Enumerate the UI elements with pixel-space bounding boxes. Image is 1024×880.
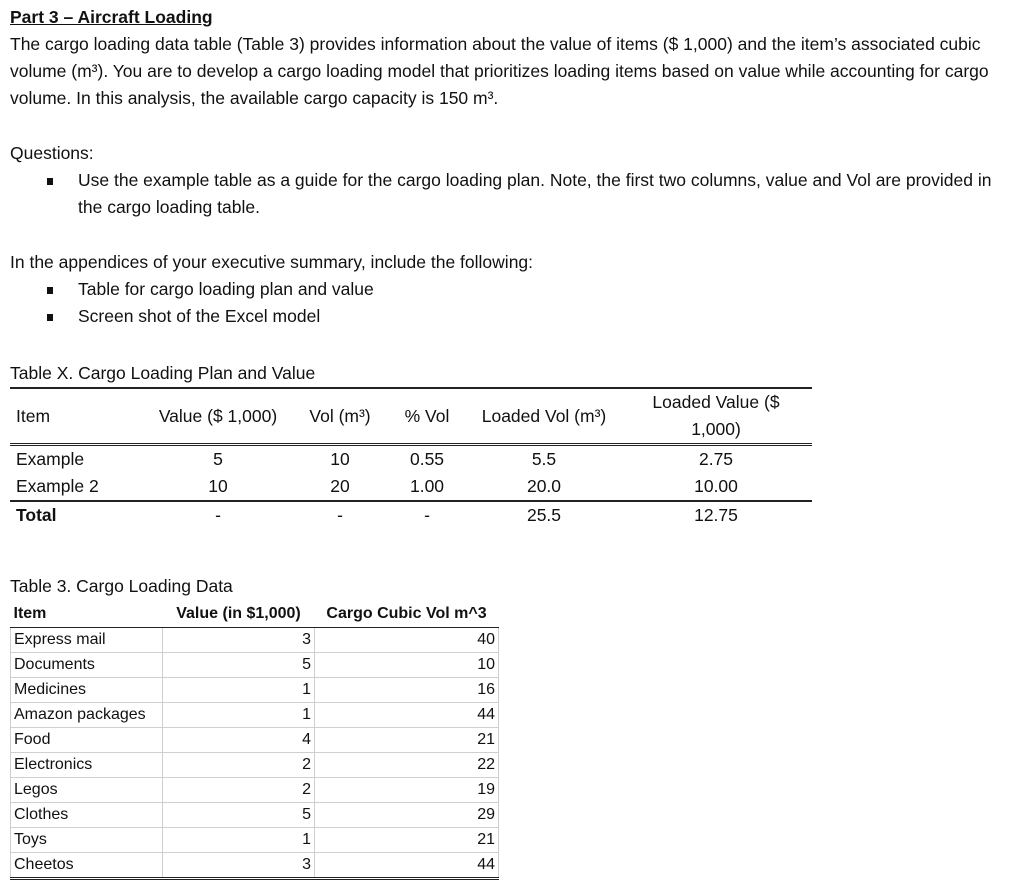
value-cell: 5 bbox=[163, 653, 315, 678]
cargo-loading-data-table bbox=[10, 600, 499, 880]
value-cell: 4 bbox=[163, 728, 315, 753]
volume-cell: 44 bbox=[315, 703, 499, 728]
table-row bbox=[11, 703, 499, 728]
total-label: Total bbox=[16, 505, 57, 525]
section-heading: Part 3 – Aircraft Loading bbox=[10, 7, 213, 27]
column-header: Value (in $1,000) bbox=[163, 600, 315, 628]
cell: Example bbox=[16, 449, 85, 469]
table-x-caption: Table X. Cargo Loading Plan and Value bbox=[10, 363, 316, 383]
table-row bbox=[11, 653, 499, 678]
volume-cell: 40 bbox=[315, 628, 499, 653]
cell: 5 bbox=[213, 449, 223, 469]
item-name-cell: Toys bbox=[11, 828, 163, 853]
table-row bbox=[11, 728, 499, 753]
column-header: Loaded Value ($ 1,000) bbox=[652, 392, 780, 439]
value-cell: 1 bbox=[163, 703, 315, 728]
table-3-caption: Table 3. Cargo Loading Data bbox=[10, 576, 233, 596]
table-row bbox=[11, 753, 499, 778]
cell: 12.75 bbox=[694, 505, 738, 525]
cell: 5.5 bbox=[531, 449, 557, 469]
volume-cell: 22 bbox=[315, 753, 499, 778]
column-header: Value ($ 1,000) bbox=[158, 405, 278, 426]
value-cell: 1 bbox=[163, 828, 315, 853]
intro-paragraph: The cargo loading data table (Table 3) provides information about the value of items ($ 1,000) and the item’s associated cubic volume (m³). You are to develop a cargo loading model that prioritizes loading items based on value while accounting for cargo volume. In this analysis, the available cargo capacity is 150 m³. bbox=[10, 34, 989, 108]
column-header: Item bbox=[16, 405, 51, 426]
table-header-row bbox=[10, 388, 812, 445]
column-header: Loaded Vol (m³) bbox=[481, 405, 607, 426]
value-cell: 1 bbox=[163, 678, 315, 703]
cell: 20.0 bbox=[526, 476, 562, 496]
table-row bbox=[11, 628, 499, 653]
value-cell: 2 bbox=[163, 753, 315, 778]
cargo-loading-plan-table bbox=[10, 387, 812, 529]
item-name-cell: Documents bbox=[11, 653, 163, 678]
questions-list bbox=[10, 167, 1014, 221]
item-name-cell: Electronics bbox=[11, 753, 163, 778]
appendix-list bbox=[10, 276, 1014, 330]
cell: 0.55 bbox=[409, 449, 445, 469]
table-row bbox=[11, 803, 499, 828]
table-row bbox=[11, 778, 499, 803]
item-name-cell: Medicines bbox=[11, 678, 163, 703]
table-row bbox=[11, 853, 499, 879]
item-name-cell: Cheetos bbox=[11, 853, 163, 879]
volume-cell: 21 bbox=[315, 728, 499, 753]
volume-cell: 19 bbox=[315, 778, 499, 803]
volume-cell: 44 bbox=[315, 853, 499, 879]
table-row bbox=[10, 445, 812, 474]
value-cell: 5 bbox=[163, 803, 315, 828]
item-name-cell: Legos bbox=[11, 778, 163, 803]
appendix-label: In the appendices of your executive summary, include the following: bbox=[10, 252, 534, 272]
cell: - bbox=[337, 505, 343, 525]
questions-label: Questions: bbox=[10, 143, 94, 163]
value-cell: 2 bbox=[163, 778, 315, 803]
table-row bbox=[11, 678, 499, 703]
column-header: % Vol bbox=[404, 405, 450, 426]
volume-cell: 21 bbox=[315, 828, 499, 853]
item-name-cell: Food bbox=[11, 728, 163, 753]
item-name-cell: Express mail bbox=[11, 628, 163, 653]
item-name-cell: Clothes bbox=[11, 803, 163, 828]
cell: - bbox=[424, 505, 430, 525]
table-total-row bbox=[10, 501, 812, 529]
column-header: Cargo Cubic Vol m^3 bbox=[315, 600, 499, 628]
cell: 1.00 bbox=[409, 476, 445, 496]
cell: 25.5 bbox=[526, 505, 562, 525]
appendix-item: Table for cargo loading plan and value bbox=[10, 276, 1014, 303]
cell: 10.00 bbox=[694, 476, 738, 496]
column-header: Vol (m³) bbox=[309, 405, 371, 426]
volume-cell: 16 bbox=[315, 678, 499, 703]
column-header: Item bbox=[11, 600, 163, 628]
item-name-cell: Amazon packages bbox=[11, 703, 163, 728]
question-item: Use the example table as a guide for the cargo loading plan. Note, the first two columns, value and Vol are provided in the cargo loading table. bbox=[10, 167, 1014, 221]
table-body bbox=[11, 628, 499, 879]
cell: - bbox=[215, 505, 221, 525]
cell: 20 bbox=[330, 476, 350, 496]
volume-cell: 29 bbox=[315, 803, 499, 828]
volume-cell: 10 bbox=[315, 653, 499, 678]
cell: Example 2 bbox=[16, 476, 99, 496]
cell: 2.75 bbox=[698, 449, 734, 469]
value-cell: 3 bbox=[163, 628, 315, 653]
cell: 10 bbox=[330, 449, 350, 469]
table-row bbox=[10, 473, 812, 501]
value-cell: 3 bbox=[163, 853, 315, 879]
table-header-row bbox=[11, 600, 499, 628]
table-row bbox=[11, 828, 499, 853]
cell: 10 bbox=[208, 476, 228, 496]
appendix-item: Screen shot of the Excel model bbox=[10, 303, 1014, 330]
